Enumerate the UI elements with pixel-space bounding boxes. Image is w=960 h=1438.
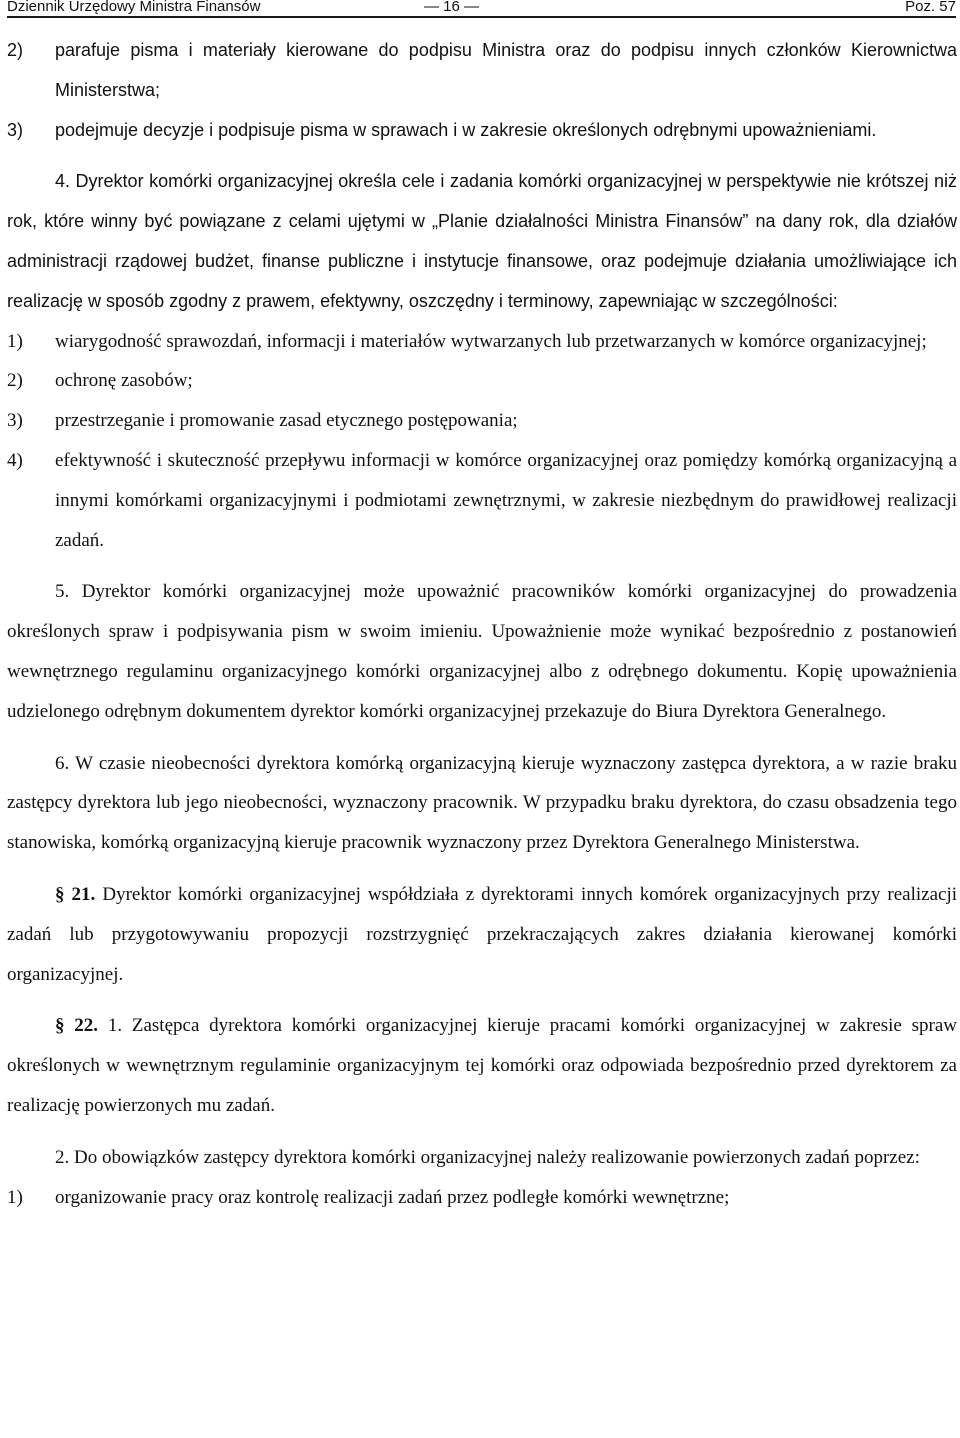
list-item [7, 441, 957, 560]
list-item-number: 4) [7, 449, 23, 471]
list-item [7, 401, 957, 441]
list-item-number: 3) [7, 119, 24, 140]
list-item-text: przestrzeganie i promowanie zasad etycznego postępowania; [55, 410, 518, 432]
journal-title: Dziennik Urzędowy Ministra Finansów [7, 0, 261, 15]
list-item-number: 1) [7, 1186, 23, 1208]
page-number: — 16 — [424, 0, 480, 15]
section-21-text: Dyrektor komórki organizacyjnej współdziała z dyrektorami innych komórek organizacyjnych przy realizacji zadań lub przygotowywaniu propozycji rozstrzygnięć przekraczających zakres działania kierowanej komórki organizacyjnej. [7, 883, 958, 985]
section-22-paragraph-2: 2. Do obowiązków zastępcy dyrektora komórki organizacyjnej należy realizowanie powierzonych zadań poprzez: [55, 1146, 920, 1168]
list-item-number: 3) [7, 410, 23, 432]
paragraph-5: 5. Dyrektor komórki organizacyjnej może upoważnić pracowników komórki organizacyjnej do prowadzenia określonych spraw i podpisywania pism w swoim imieniu. Upoważnienie może wynikać bezpośrednio z postanowień wewnętrznego regulaminu organizacyjnego komórki organizacyjnej albo z odrębnego dokumentu. Kopię upoważnienia udzielonego odrębnym dokumentem dyrektor komórki organizacyjnej przekazuje do Biura Dyrektora Generalnego. [7, 581, 957, 722]
list-item-text: ochronę zasobów; [55, 370, 193, 392]
section-22-text-1: 1. Zastępca dyrektora komórki organizacyjnej kieruje pracami komórki organizacyjnej w zakresie spraw określonych w wewnętrznym regulaminie organizacyjnym tej komórki oraz odpowiada bezpośrednio przed dyrektorem za realizację powierzonych mu zadań. [7, 1015, 958, 1116]
list-item [7, 111, 957, 151]
paragraph-6: 6. W czasie nieobecności dyrektora komórką organizacyjną kieruje wyznaczony zastępca dyrektora, a w razie braku zastępcy dyrektora lub jego nieobecności, wyznaczony pracownik. W przypadku braku dyrektora, do czasu obsadzenia tego stanowiska, komórką organizacyjną kieruje pracownik wyznaczony przez Dyrektora Generalnego Ministerstwa. [7, 752, 957, 854]
document-body [7, 31, 957, 1217]
section-21-label: § 21. [55, 883, 96, 905]
list-item-number: 2) [7, 370, 23, 392]
section-22-paragraph-1 [7, 1006, 957, 1125]
list-item [7, 361, 957, 401]
list-item [7, 1178, 957, 1218]
section-22-label: § 22. [55, 1015, 99, 1037]
list-item-number: 1) [7, 330, 23, 352]
list-item-text: parafuje pisma i materiały kierowane do podpisu Ministra oraz do podpisu innych członków Kierownictwa Ministerstwa; [55, 40, 957, 100]
section-21 [7, 875, 957, 994]
position-number: Poz. 57 [905, 0, 956, 15]
paragraph-4: 4. Dyrektor komórki organizacyjnej określa cele i zadania komórki organizacyjnej w perspektywie nie krótszej niż rok, które winny być powiązane z celami ujętymi w „Planie działalności Ministra Finansów” na dany rok, dla działów administracji rządowej budżet, finanse publiczne i instytucje finansowe, oraz podejmuje działania umożliwiające ich realizację w sposób zgodny z prawem, efektywny, oszczędny i terminowy, zapewniając w szczególności: [7, 171, 957, 311]
list-item-text: efektywność i skuteczność przepływu informacji w komórce organizacyjnej oraz pomiędzy komórką organizacyjną a innymi komórkami organizacyjnymi i podmiotami zewnętrznymi, w zakresie niezbędnym do prawidłowej realizacji zadań. [55, 449, 957, 551]
list-item-text: podejmuje decyzje i podpisuje pisma w sprawach i w zakresie określonych odrębnymi upoważnieniami. [55, 119, 877, 140]
list-item-text: organizowanie pracy oraz kontrolę realizacji zadań przez podległe komórki wewnętrzne; [55, 1186, 730, 1208]
list-item [7, 31, 957, 111]
running-header [7, 0, 956, 18]
list-item-number: 2) [7, 40, 24, 60]
list-item-text: wiarygodność sprawozdań, informacji i materiałów wytwarzanych lub przetwarzanych w komórce organizacyjnej; [55, 330, 927, 352]
list-item [7, 322, 957, 362]
